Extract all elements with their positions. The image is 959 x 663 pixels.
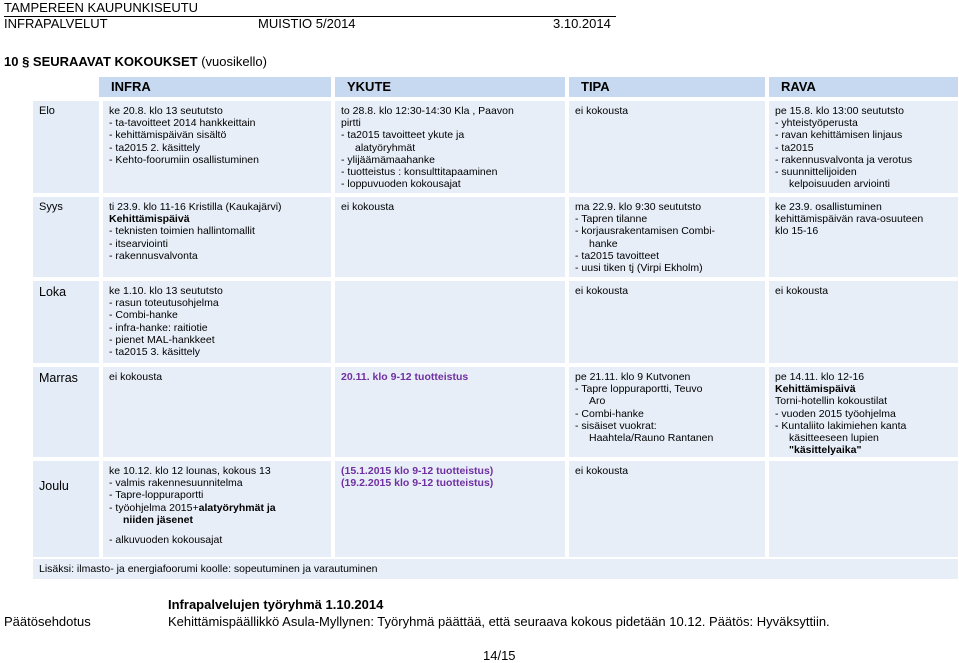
cell-line: - rakennusvalvonta bbox=[109, 249, 198, 262]
cell-line: pirtti bbox=[341, 117, 361, 130]
cell-line: - suunnittelijoiden bbox=[775, 166, 857, 179]
cell-line: - ta2015 tavoitteet ykute ja bbox=[341, 129, 465, 142]
cell-line: - yhteistyöperusta bbox=[775, 117, 858, 130]
cell-line: - rakennusvalvonta ja verotus bbox=[775, 153, 913, 166]
month-joulu: Joulu bbox=[33, 461, 99, 557]
cell-line: ke 20.8. klo 13 seututsto bbox=[109, 105, 223, 117]
cell-line: ei kokousta bbox=[775, 285, 829, 297]
cell-line: Kehittämispäivä bbox=[775, 383, 856, 396]
cell-line: - loppuvuoden kokousajat bbox=[341, 178, 461, 191]
cell-line: ke 10.12. klo 12 lounas, kokous 13 bbox=[109, 465, 271, 477]
cell-line: pe 21.11. klo 9 Kutvonen bbox=[575, 371, 691, 383]
cell-line: - teknisten toimien hallintomallit bbox=[109, 225, 255, 238]
cell-joulu-ykute bbox=[335, 461, 565, 557]
cell-line: ma 22.9. klo 9:30 seututsto bbox=[575, 201, 702, 213]
signature: Infrapalvelujen työryhmä 1.10.2014 bbox=[168, 597, 384, 612]
cell-line: käsitteeseen lupien bbox=[789, 432, 879, 445]
cell-elo-ykute bbox=[335, 101, 565, 193]
decision-label: Päätösehdotus bbox=[4, 614, 91, 629]
header-line bbox=[4, 16, 616, 31]
cell-line: - Combi-hanke bbox=[575, 407, 644, 420]
cell-line: ei kokousta bbox=[575, 105, 629, 117]
cell-line: klo 15-16 bbox=[775, 225, 819, 238]
section-title-text: 10 § SEURAAVAT KOKOUKSET bbox=[4, 54, 198, 69]
cell-line: - ta2015 bbox=[775, 141, 814, 154]
cell-line: pe 15.8. klo 13:00 seututsto bbox=[775, 105, 905, 117]
cell-elo-infra bbox=[103, 101, 331, 193]
cell-loka-ykute bbox=[335, 281, 565, 363]
cell-line: - Kuntaliito lakimiehen kanta bbox=[775, 419, 907, 432]
month-marras: Marras bbox=[33, 367, 99, 457]
cell-syys-ykute bbox=[335, 197, 565, 277]
cell-line: 20.11. klo 9-12 tuotteistus bbox=[341, 371, 469, 383]
cell-line: - rasun toteutusohjelma bbox=[109, 297, 219, 310]
cell-line: - ravan kehittämisen linjaus bbox=[775, 129, 903, 142]
cell-line: niiden jäsenet bbox=[123, 513, 194, 526]
cell-elo-tipa bbox=[569, 101, 765, 193]
cell-line: - Tapre loppuraportti, Teuvo bbox=[575, 383, 703, 396]
cell-line: kelpoisuuden arviointi bbox=[789, 178, 890, 191]
unit-name: INFRAPALVELUT bbox=[4, 16, 108, 31]
cell-marras-tipa bbox=[569, 367, 765, 457]
cell-line: to 28.8. klo 12:30-14:30 Kla , Paavon bbox=[341, 105, 514, 117]
month-elo: Elo bbox=[33, 101, 99, 193]
cell-line: - vuoden 2015 työohjelma bbox=[775, 407, 896, 420]
cell-marras-ykute bbox=[335, 367, 565, 457]
cell-line: - itsearviointi bbox=[109, 237, 168, 250]
cell-line: - alkuvuoden kokousajat bbox=[109, 534, 223, 547]
cell-line: ei kokousta bbox=[575, 465, 629, 477]
cell-line: ke 1.10. klo 13 seututsto bbox=[109, 285, 223, 297]
cell-loka-infra bbox=[103, 281, 331, 363]
month-syys: Syys bbox=[33, 197, 99, 277]
month-loka: Loka bbox=[33, 281, 99, 363]
cell-line: Torni-hotellin kokoustilat bbox=[775, 395, 888, 408]
cell-line: Haahtela/Rauno Rantanen bbox=[589, 432, 714, 445]
cell-line: - työohjelma 2015+ bbox=[109, 501, 199, 514]
cell-line: - ta-tavoitteet 2014 hankkeittain bbox=[109, 117, 256, 130]
cell-line: - Combi-hanke bbox=[109, 309, 178, 322]
cell-line: ti 23.9. klo 11-16 Kristilla (Kaukajärvi) bbox=[109, 201, 282, 213]
cell-line: Aro bbox=[589, 395, 606, 408]
cell-syys-tipa bbox=[569, 197, 765, 277]
cell-line: ei kokousta bbox=[109, 371, 163, 383]
cell-marras-rava bbox=[769, 367, 958, 457]
cell-syys-infra bbox=[103, 197, 331, 277]
cell-line: ei kokousta bbox=[341, 201, 395, 213]
cell-line: - ta2015 3. käsittely bbox=[109, 346, 201, 359]
cell-line: (19.2.2015 klo 9-12 tuotteistus) bbox=[341, 477, 494, 490]
schedule-table bbox=[33, 77, 958, 579]
cell-line: kehittämispäivän rava-osuuteen bbox=[775, 213, 924, 226]
cell-line: (15.1.2015 klo 9-12 tuotteistus) bbox=[341, 465, 494, 477]
column-header-infra: INFRA bbox=[99, 77, 331, 97]
cell-line: ei kokousta bbox=[575, 285, 629, 297]
cell-elo-rava bbox=[769, 101, 958, 193]
cell-line: - Kehto-foorumiin osallistuminen bbox=[109, 153, 259, 166]
section-subtitle: (vuosikello) bbox=[201, 54, 267, 69]
cell-line: - valmis rakennesuunnitelma bbox=[109, 477, 243, 490]
decision-text: Kehittämispäällikkö Asula-Myllynen: Työryhmä päättää, että seuraava kokous pidetään 10.12. Päätös: Hyväksyttiin. bbox=[168, 614, 830, 629]
cell-line: ke 23.9. osallistuminen bbox=[775, 201, 882, 213]
cell-loka-tipa bbox=[569, 281, 765, 363]
column-header-rava: RAVA bbox=[769, 77, 958, 97]
cell-line: - tuotteistus : konsulttitapaaminen bbox=[341, 166, 498, 179]
cell-line: - Tapre-loppuraportti bbox=[109, 489, 204, 502]
cell-line: alatyöryhmät ja bbox=[198, 501, 276, 514]
cell-line: Kehittämispäivä bbox=[109, 213, 190, 226]
cell-line: - korjausrakentamisen Combi- bbox=[575, 225, 716, 238]
cell-line: - Tapren tilanne bbox=[575, 213, 648, 226]
cell-line: - ylijäämämaahanke bbox=[341, 153, 435, 166]
section-title bbox=[4, 54, 267, 69]
cell-loka-rava bbox=[769, 281, 958, 363]
cell-joulu-rava bbox=[769, 461, 958, 557]
cell-line: hanke bbox=[589, 237, 618, 250]
cell-marras-infra bbox=[103, 367, 331, 457]
cell-line: - pienet MAL-hankkeet bbox=[109, 333, 215, 346]
cell-line: pe 14.11. klo 12-16 bbox=[775, 371, 865, 383]
page-number: 14/15 bbox=[483, 648, 516, 663]
cell-syys-rava bbox=[769, 197, 958, 277]
cell-joulu-tipa bbox=[569, 461, 765, 557]
memo-number: MUISTIO 5/2014 bbox=[258, 16, 356, 31]
extra-note: Lisäksi: ilmasto- ja energiafoorumi koolle: sopeutuminen ja varautuminen bbox=[33, 559, 958, 579]
column-header-ykute: YKUTE bbox=[335, 77, 565, 97]
org-name: TAMPEREEN KAUPUNKISEUTU bbox=[4, 0, 199, 15]
cell-line: - ta2015 2. käsittely bbox=[109, 141, 201, 154]
memo-date: 3.10.2014 bbox=[553, 16, 611, 31]
cell-joulu-infra bbox=[103, 461, 331, 557]
cell-line: - ta2015 tavoitteet bbox=[575, 249, 660, 262]
cell-line: "käsittelyaika" bbox=[789, 444, 862, 457]
cell-line: alatyöryhmät bbox=[355, 141, 416, 154]
cell-line: - infra-hanke: raitiotie bbox=[109, 321, 208, 334]
column-header-tipa: TIPA bbox=[569, 77, 765, 97]
cell-line: - kehittämispäivän sisältö bbox=[109, 129, 227, 142]
cell-line: - sisäiset vuokrat: bbox=[575, 419, 657, 432]
cell-line: - uusi tiken tj (Virpi Ekholm) bbox=[575, 262, 703, 275]
